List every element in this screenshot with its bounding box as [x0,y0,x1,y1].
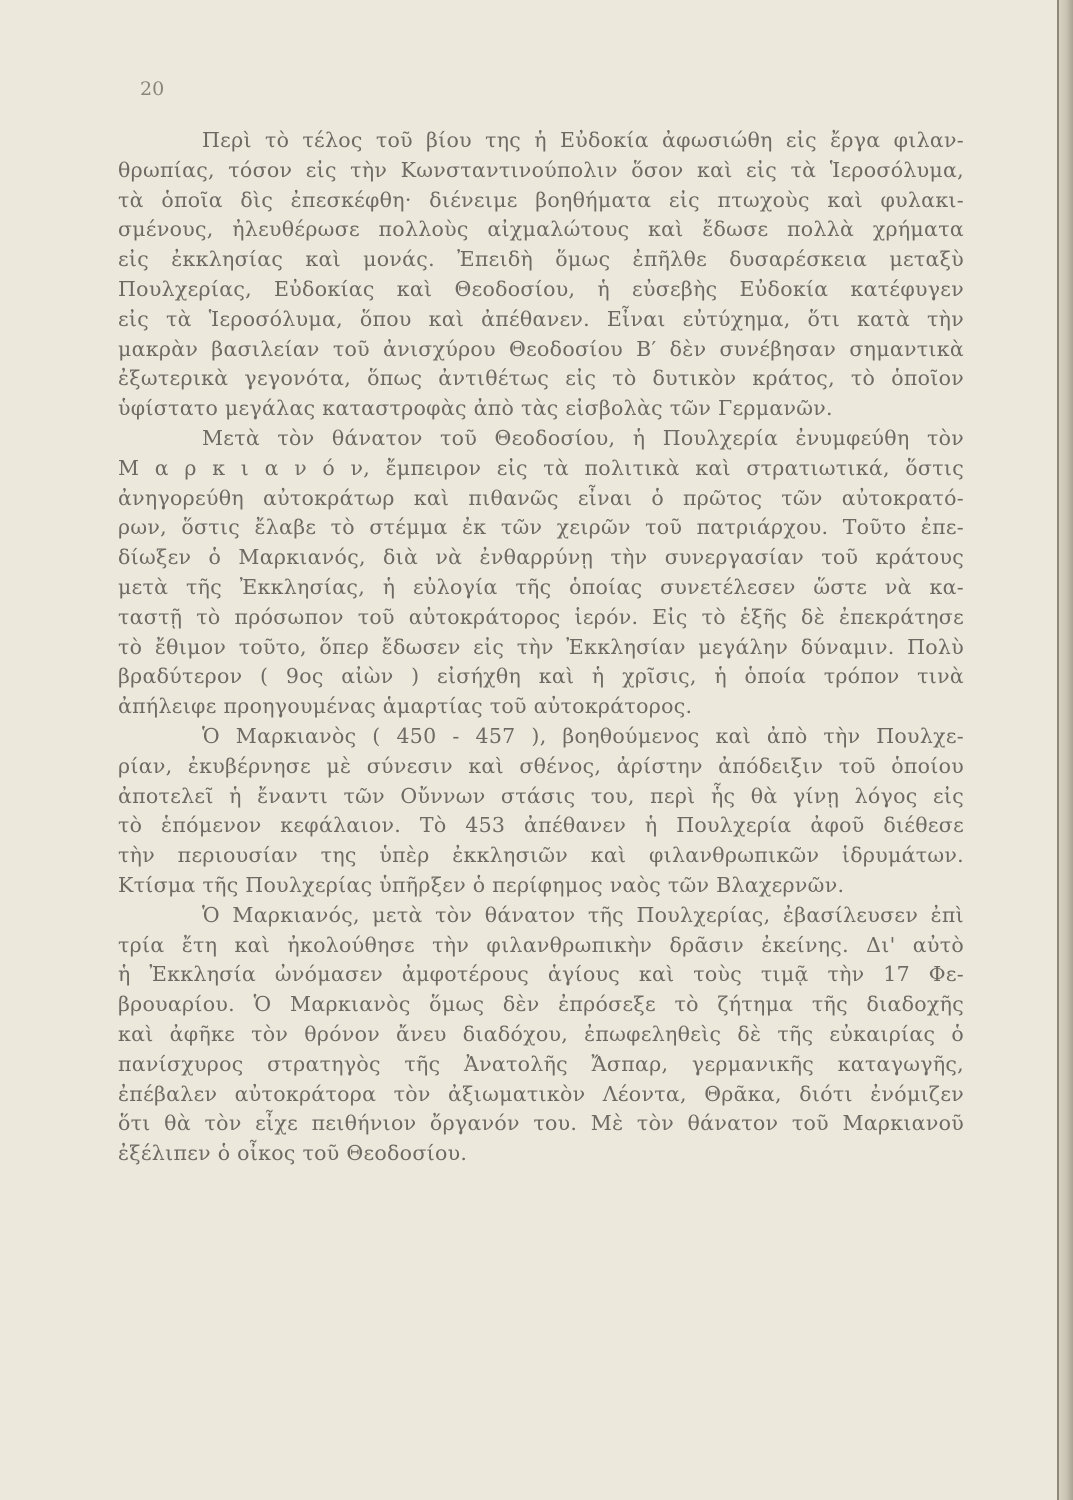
text-line: μακρὰν βασιλείαν τοῦ ἀνισχύρου Θεοδοσίου Β′ δὲν συνέβησαν σημαντικὰ [118,336,964,361]
text-line: ρίαν, ἐκυβέρνησε μὲ σύνεσιν καὶ σθένος, ἀρίστην ἀπόδειξιν τοῦ ὁποίου [118,753,964,778]
text-line: ὅτι θὰ τὸν εἶχε πειθήνιον ὄργανόν του. Μὲ τὸν θάνατον τοῦ Μαρκιανοῦ [118,1111,964,1136]
text-line: Ὁ Μαρκιανός, μετὰ τὸν θάνατον τῆς Πουλχερίας, ἐβασίλευσεν ἐπὶ [202,902,964,927]
text-line: τὰ ὁποῖα δὶς ἐπεσκέφθη· διένειμε βοηθήματα εἰς πτωχοὺς καὶ φυλακι- [118,187,964,212]
text-line: τὸ ἔθιμον τοῦτο, ὅπερ ἔδωσεν εἰς τὴν Ἐκκλησίαν μεγάλην δύναμιν. Πολὺ [118,634,964,659]
text-line: δίωξεν ὁ Μαρκιανός, διὰ νὰ ἐνθαρρύνῃ τὴν συνεργασίαν τοῦ κράτους [118,545,964,570]
text-line: ἐπέβαλεν αὐτοκράτορα τὸν ἀξιωματικὸν Λέοντα, Θρᾶκα, διότι ἐνόμιζεν [118,1081,964,1106]
text-line: τὴν περιουσίαν της ὑπὲρ ἐκκλησιῶν καὶ φιλανθρωπικῶν ἱδρυμάτων. [118,843,964,868]
text-line: σμένους, ἠλευθέρωσε πολλοὺς αἰχμαλώτους καὶ ἔδωσε πολλὰ χρήματα [118,217,964,242]
text-line: θρωπίας, τόσον εἰς τὴν Κωνσταντινούπολιν ὅσον καὶ εἰς τὰ Ἱεροσόλυμα, [118,157,964,182]
text-line: ἐξωτερικὰ γεγονότα, ὅπως ἀντιθέτως εἰς τὸ δυτικὸν κράτος, τὸ ὁποῖον [118,366,964,391]
text-line: τρία ἔτη καὶ ἠκολούθησε τὴν φιλανθρωπικὴν δρᾶσιν ἐκείνης. Δι' αὐτὸ [118,932,964,957]
text-line: ἡ Ἐκκλησία ὠνόμασεν ἀμφοτέρους ἁγίους καὶ τοὺς τιμᾷ τὴν 17 Φε- [118,962,964,987]
text-line: Κτίσμα τῆς Πουλχερίας ὑπῆρξεν ὁ περίφημος ναὸς τῶν Βλαχερνῶν. [118,872,845,897]
text-line: εἰς τὰ Ἱεροσόλυμα, ὅπου καὶ ἀπέθανεν. Εἶναι εὐτύχημα, ὅτι κατὰ τὴν [118,306,964,331]
text-line: βρουαρίου. Ὁ Μαρκιανὸς ὅμως δὲν ἐπρόσεξε τὸ ζήτημα τῆς διαδοχῆς [118,992,964,1017]
text-line: βραδύτερον ( 9ος αἰὼν ) εἰσήχθη καὶ ἡ χρῖσις, ἡ ὁποία τρόπον τινὰ [118,664,964,689]
body-text [118,126,964,1169]
text-line: πανίσχυρος στρατηγὸς τῆς Ἀνατολῆς Ἄσπαρ, γερμανικῆς καταγωγῆς, [118,1051,964,1076]
text-line: ἀπήλειφε προηγουμένας ἁμαρτίας τοῦ αὐτοκράτορος. [118,694,693,719]
page-edge-shadow [1057,0,1073,1500]
text-line: τὸ ἑπόμενον κεφάλαιον. Τὸ 453 ἀπέθανεν ἡ Πουλχερία ἀφοῦ διέθεσε [118,813,964,838]
text-line: ἐξέλιπεν ὁ οἶκος τοῦ Θεοδοσίου. [118,1141,468,1166]
text-line: καὶ ἀφῆκε τὸν θρόνον ἄνευ διαδόχου, ἐπωφεληθεὶς δὲ τῆς εὐκαιρίας ὁ [118,1021,964,1046]
text-line: ὑφίστατο μεγάλας καταστροφὰς ἀπὸ τὰς εἰσβολὰς τῶν Γερμανῶν. [118,396,833,421]
text-line: ταστῇ τὸ πρόσωπον τοῦ αὐτοκράτορος ἱερόν. Εἰς τὸ ἑξῆς δὲ ἐπεκράτησε [118,604,964,629]
text-line: Ὁ Μαρκιανὸς ( 450 - 457 ), βοηθούμενος καὶ ἀπὸ τὴν Πουλχε- [202,723,964,748]
text-line: μετὰ τῆς Ἐκκλησίας, ἡ εὐλογία τῆς ὁποίας συνετέλεσεν ὥστε νὰ κα- [118,574,964,599]
text-line: ἀνηγορεύθη αὐτοκράτωρ καὶ πιθανῶς εἶναι ὁ πρῶτος τῶν αὐτοκρατό- [118,485,964,510]
page-edge-line [1057,0,1059,1500]
text-line: εἰς ἐκκλησίας καὶ μονάς. Ἐπειδὴ ὅμως ἐπῆλθε δυσαρέσκεια μεταξὺ [118,247,964,272]
text-line: Μετὰ τὸν θάνατον τοῦ Θεοδοσίου, ἡ Πουλχερία ἐνυμφεύθη τὸν [202,425,964,450]
page-number: 20 [140,78,165,100]
text-line: Περὶ τὸ τέλος τοῦ βίου της ἡ Εὐδοκία ἀφωσιώθη εἰς ἔργα φιλαν- [202,128,964,152]
text-line: ρων, ὅστις ἔλαβε τὸ στέμμα ἐκ τῶν χειρῶν τοῦ πατριάρχου. Τοῦτο ἐπε- [118,515,964,540]
text-line: Μ α ρ κ ι α ν ό ν, ἔμπειρον εἰς τὰ πολιτικὰ καὶ στρατιωτικά, ὅστις [118,455,964,480]
text-line: Πουλχερίας, Εὐδοκίας καὶ Θεοδοσίου, ἡ εὐσεβὴς Εὐδοκία κατέφυγεν [118,276,964,301]
text-line: ἀποτελεῖ ἡ ἔναντι τῶν Οὔννων στάσις του, περὶ ἧς θὰ γίνῃ λόγος εἰς [118,783,964,808]
